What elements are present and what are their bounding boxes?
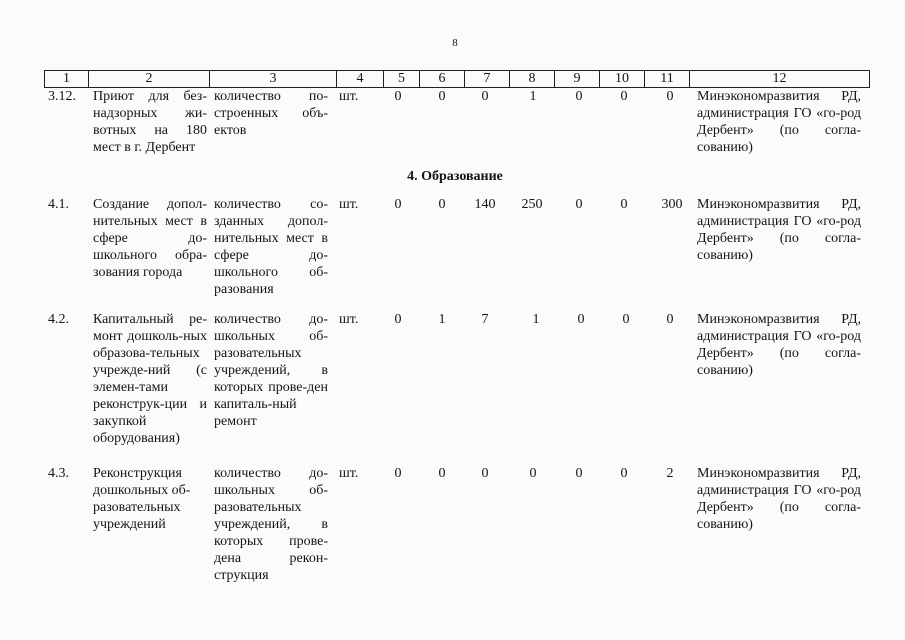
row-indicator: количество со-зданных допол-нительных мест в сфере до-школьного об-разования [214,197,328,297]
row-value: 0 [575,89,583,104]
row-name: Создание допол-нительных мест в сфере до-школьного обра-зования города [93,197,207,280]
row-value: 0 [394,312,402,327]
row-value: 300 [661,197,683,212]
row-value: 0 [438,197,446,212]
row-value: 250 [521,197,543,212]
header-col-12: 12 [689,71,870,87]
header-col-10: 10 [599,71,644,87]
row-name: Капитальный ре-монт дошколь-ных образова-тельных учрежде-ний (с элемен-тами реконструк-ции и закупкой оборудования) [93,312,207,446]
row-id: 4.3. [48,466,69,481]
row-value: 0 [438,466,446,481]
row-value: 0 [666,89,674,104]
row-value: 0 [575,197,583,212]
header-col-6: 6 [419,71,464,87]
page-number: 8 [452,37,458,49]
row-value: 0 [622,312,630,327]
row-responsible: Минэкономразвития РД, администрация ГО «го-род Дербент» (по согла-сованию) [697,89,861,155]
header-col-5: 5 [383,71,419,87]
row-value: 7 [481,312,489,327]
row-value: 0 [575,466,583,481]
row-unit: шт. [339,197,359,212]
row-value: 0 [394,197,402,212]
row-name: Приют для без-надзорных жи-вотных на 180 мест в г. Дербент [93,89,207,155]
row-responsible: Минэкономразвития РД, администрация ГО «го-род Дербент» (по согла-сованию) [697,312,861,378]
row-indicator: количество до-школьных об-разовательных учреждений, в которых прове-ден капиталь-ный ремонт [214,312,328,429]
row-unit: шт. [339,312,359,327]
header-col-11: 11 [644,71,689,87]
row-value: 0 [620,466,628,481]
row-value: 0 [438,89,446,104]
row-name: Реконструкция дошкольных об-разовательных учреждений [93,466,191,532]
header-col-2: 2 [88,71,209,87]
row-value: 0 [394,89,402,104]
row-value: 0 [394,466,402,481]
row-value: 0 [481,89,489,104]
row-id: 4.1. [48,197,69,212]
header-col-3: 3 [209,71,336,87]
header-col-1: 1 [44,71,88,87]
row-unit: шт. [339,466,359,481]
row-indicator: количество до-школьных об-разовательных учреждений, в которых прове-дена рекон-струкция [214,466,328,583]
header-col-9: 9 [554,71,599,87]
row-id: 3.12. [48,89,76,104]
row-value: 0 [620,197,628,212]
row-id: 4.2. [48,312,69,327]
table-header [44,70,870,88]
row-value: 0 [620,89,628,104]
row-value: 1 [532,312,540,327]
row-responsible: Минэкономразвития РД, администрация ГО «го-род Дербент» (по согла-сованию) [697,466,861,532]
header-col-7: 7 [464,71,509,87]
row-unit: шт. [339,89,359,104]
row-value: 0 [529,466,537,481]
row-value: 1 [529,89,537,104]
header-col-8: 8 [509,71,554,87]
row-indicator: количество по-строенных объ-ектов [214,89,328,138]
row-value: 0 [577,312,585,327]
row-value: 140 [474,197,496,212]
row-value: 2 [666,466,674,481]
row-value: 0 [666,312,674,327]
row-value: 0 [481,466,489,481]
section-title: 4. Образование [407,169,503,184]
row-value: 1 [438,312,446,327]
header-col-4: 4 [336,71,383,87]
row-responsible: Минэкономразвития РД, администрация ГО «го-род Дербент» (по согла-сованию) [697,197,861,263]
